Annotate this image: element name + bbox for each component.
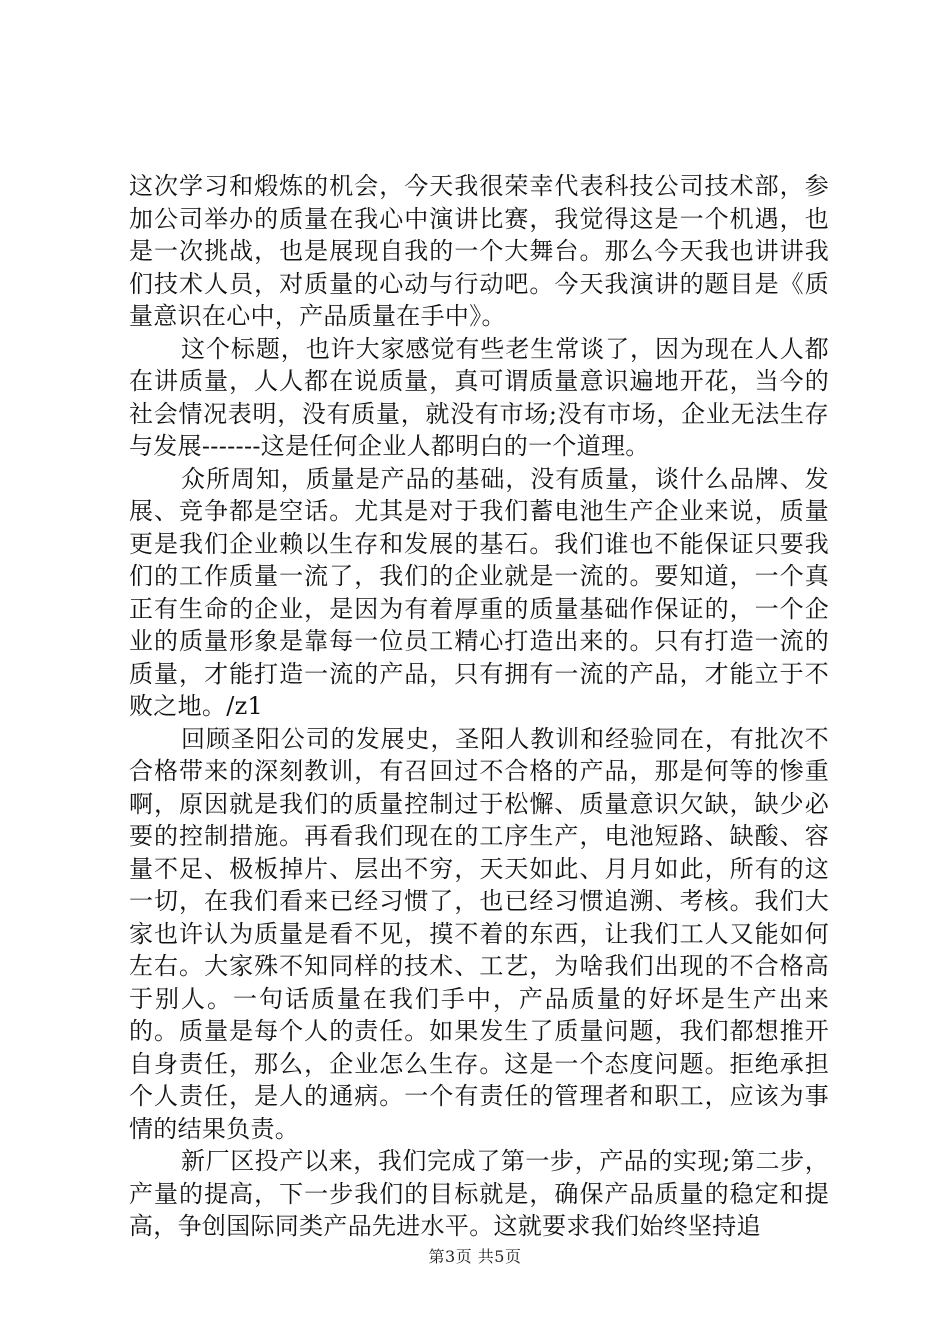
page-footer: 第3页 共5页 [428, 1247, 522, 1266]
paragraph-1: 这次学习和煅炼的机会，今天我很荣幸代表科技公司技术部，参加公司举办的质量在我心中演讲比赛，我觉得这是一个机遇，也是一次挑战，也是展现自我的一个大舞台。那么今天我也讲讲我们技术人员，对质量的心动与行动吧。今天我演讲的题目是《质量意识在心中，产品质量在手中》。 [129, 172, 829, 330]
document-body [129, 170, 829, 1243]
paragraph-2: 这个标题，也许大家感觉有些老生常谈了，因为现在人人都在讲质量，人人都在说质量，真可谓质量意识遍地开花，当今的社会情况表明，没有质量，就没有市场;没有市场，企业无法生存与发展-------这是任何企业人都明白的一个道理。 [129, 334, 829, 460]
paragraph-4: 回顾圣阳公司的发展史，圣阳人教训和经验同在，有批次不合格带来的深刻教训，有召回过不合格的产品，那是何等的惨重啊，原因就是我们的质量控制过于松懈、质量意识欠缺，缺少必要的控制措施。再看我们现在的工序生产，电池短路、缺酸、容量不足、极板掉片、层出不穷，天天如此、月月如此，所有的这一切，在我们看来已经习惯了，也已经习惯追溯、考核。我们大家也许认为质量是看不见，摸不着的东西，让我们工人又能如何左右。大家殊不知同样的技术、工艺，为啥我们出现的不合格高于别人。一句话质量在我们手中，产品质量的好坏是生产出来的。质量是每个人的责任。如果发生了质量问题，我们都想推开自身责任，那么，企业怎么生存。这是一个态度问题。拒绝承担个人责任，是人的通病。一个有责任的管理者和职工，应该为事情的结果负责。 [129, 724, 829, 1143]
paragraph-3: 众所周知，质量是产品的基础，没有质量，谈什么品牌、发展、竞争都是空话。尤其是对于我们蓄电池生产企业来说，质量更是我们企业赖以生存和发展的基石。我们谁也不能保证只要我们的工作质量一流了，我们的企业就是一流的。要知道，一个真正有生命的企业，是因为有着厚重的质量基础作保证的，一个企业的质量形象是靠每一位员工精心打造出来的。只有打造一流的质量，才能打造一流的产品，只有拥有一流的产品，才能立于不败之地。/z1 [129, 464, 829, 720]
paragraph-5: 新厂区投产以来，我们完成了第一步，产品的实现;第二步，产量的提高，下一步我们的目标就是，确保产品质量的稳定和提高，争创国际同类产品先进水平。这就要求我们始终坚持追 [129, 1147, 829, 1240]
